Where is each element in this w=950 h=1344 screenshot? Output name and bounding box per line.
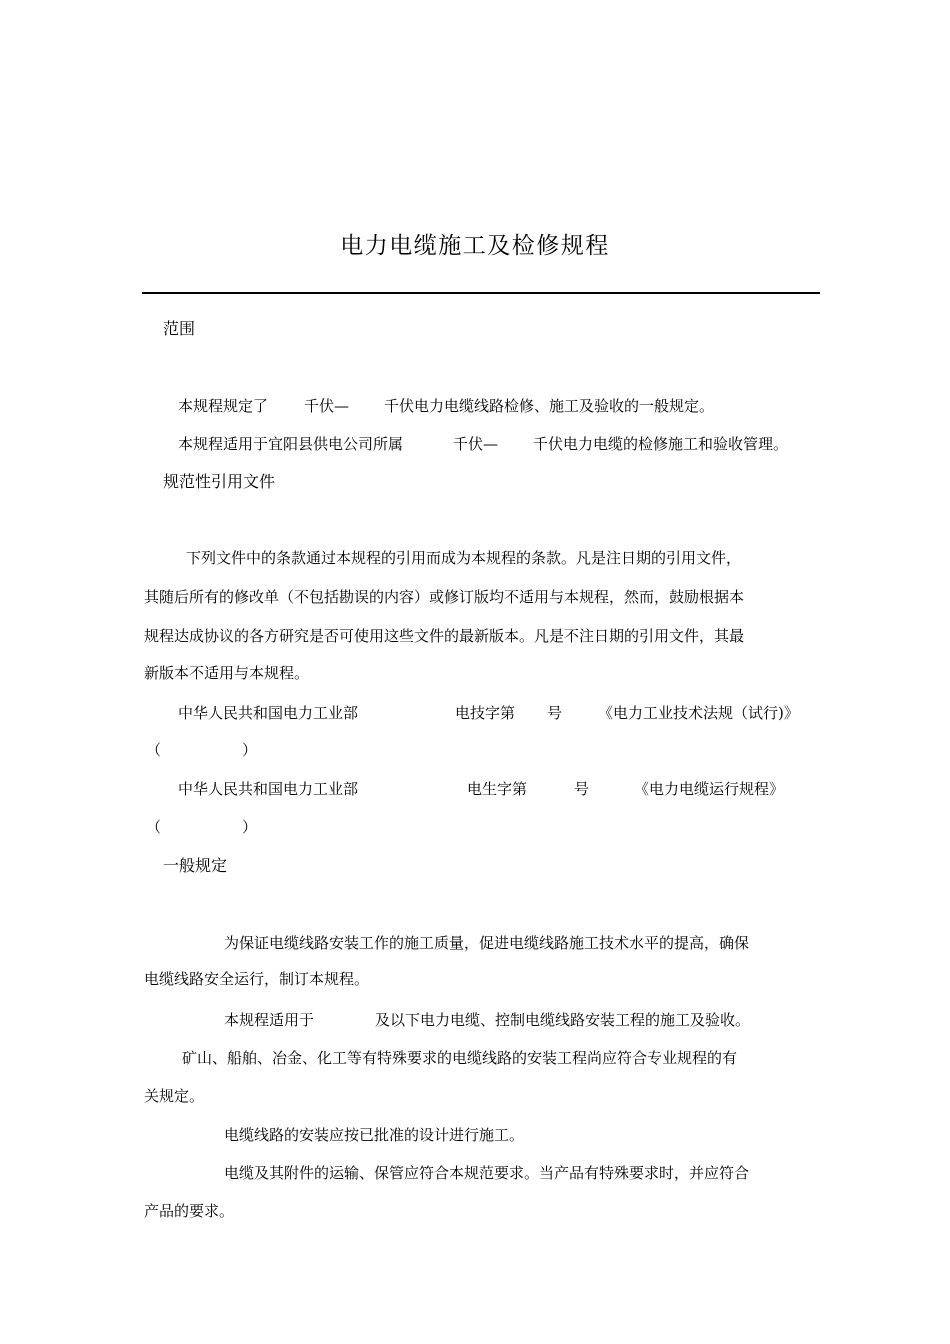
scope-paragraph-1 xyxy=(0,395,950,415)
ref2-close-paren: ） xyxy=(242,818,258,836)
title-divider xyxy=(142,292,820,294)
scope-p1-text-c: 千伏电力电缆线路检修、施工及验收的一般规定。 xyxy=(384,397,715,415)
ref2-org: 中华人民共和国电力工业部 xyxy=(178,780,359,798)
scope-p1-text-a: 本规程规定了 xyxy=(178,397,269,415)
refs-intro-line-1: 下列文件中的条款通过本规程的引用而成为本规程的条款。凡是注日期的引用文件， xyxy=(186,549,742,567)
reference-item-1 xyxy=(0,702,950,722)
refs-intro-line-3: 规程达成协议的各方研究是否可使用这些文件的最新版本。凡是不注日期的引用文件，其最 xyxy=(144,627,745,645)
refs-intro-line-2: 其随后所有的修改单（不包括勘误的内容）或修订版均不适用与本规程，然而，鼓励根据本 xyxy=(144,588,745,606)
reference-item-1-date xyxy=(0,739,950,759)
refs-intro-line-4: 新版本不适用与本规程。 xyxy=(144,664,310,682)
ref2-name: 《电力电缆运行规程》 xyxy=(634,780,785,798)
scope-p2-text-b: 千伏— xyxy=(453,435,499,453)
reference-item-2 xyxy=(0,778,950,798)
general-p2-text-b: 及以下电力电缆、控制电缆线路安装工程的施工及验收。 xyxy=(375,1011,751,1029)
ref2-code: 电生字第 xyxy=(467,780,528,798)
heading-scope: 范围 xyxy=(163,319,196,338)
general-p1-line-2: 电缆线路安全运行，制订本规程。 xyxy=(144,970,370,988)
scope-p1-text-b: 千伏— xyxy=(304,397,350,415)
general-p2-text-a: 本规程适用于 xyxy=(224,1011,315,1029)
document-title: 电力电缆施工及检修规程 xyxy=(340,233,610,259)
ref2-num: 号 xyxy=(574,780,590,798)
ref2-open-paren: （ xyxy=(146,818,162,836)
heading-general: 一般规定 xyxy=(163,856,228,875)
heading-references: 规范性引用文件 xyxy=(163,472,276,491)
general-paragraph-2 xyxy=(0,1009,950,1029)
scope-p2-text-c: 千伏电力电缆的检修施工和验收管理。 xyxy=(533,435,789,453)
general-p3-line-2: 关规定。 xyxy=(144,1087,205,1105)
general-p5-line-1: 电缆及其附件的运输、保管应符合本规范要求。当产品有特殊要求时，并应符合 xyxy=(224,1164,750,1182)
ref1-name: 《电力工业技术法规（试行)》 xyxy=(598,704,799,722)
general-p5-line-2: 产品的要求。 xyxy=(144,1202,235,1220)
ref1-code: 电技字第 xyxy=(455,704,516,722)
general-p1-line-1: 为保证电缆线路安装工作的施工质量，促进电缆线路施工技术水平的提高，确保 xyxy=(224,934,750,952)
general-p3-line-1: 矿山、船舶、冶金、化工等有特殊要求的电缆线路的安装工程尚应符合专业规程的有 xyxy=(182,1049,738,1067)
scope-p2-text-a: 本规程适用于宜阳县供电公司所属 xyxy=(178,435,404,453)
reference-item-2-date xyxy=(0,816,950,836)
general-paragraph-4: 电缆线路的安装应按已批准的设计进行施工。 xyxy=(224,1126,525,1144)
ref1-open-paren: （ xyxy=(146,741,162,759)
ref1-close-paren: ） xyxy=(242,741,258,759)
ref1-num: 号 xyxy=(547,704,563,722)
scope-paragraph-2 xyxy=(0,433,950,453)
ref1-org: 中华人民共和国电力工业部 xyxy=(178,704,359,722)
